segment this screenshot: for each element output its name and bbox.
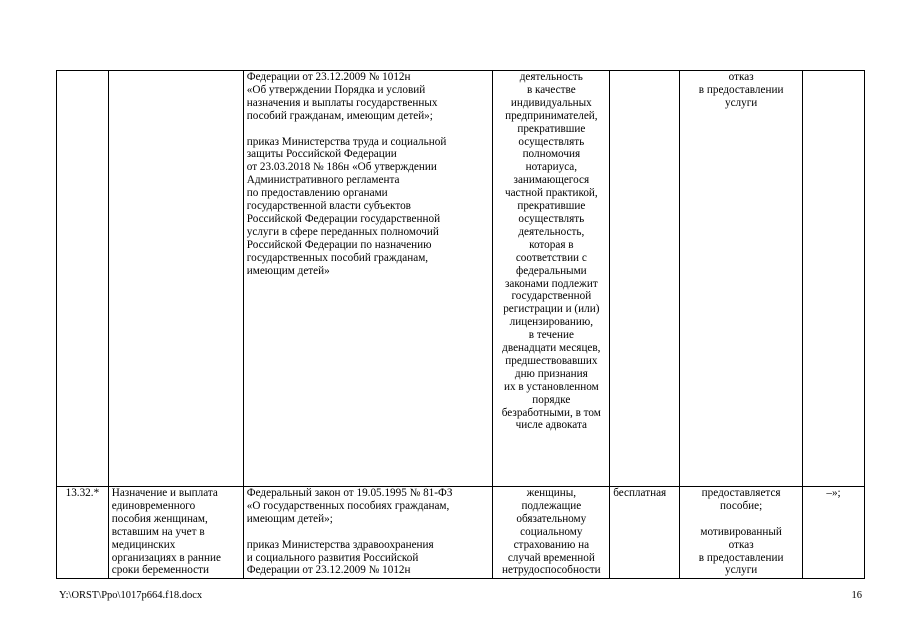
result-cell	[680, 71, 803, 487]
cell-text-line	[247, 526, 490, 539]
cell-text-line: имеющим детей»	[246, 264, 330, 277]
cell-text-line: прекратившие	[517, 122, 586, 135]
cell-text-line: защиты Российской Федерации	[246, 148, 397, 161]
cell-text-line: полномочия	[522, 148, 581, 161]
cell-text-line: и социального развития Российской	[246, 551, 419, 564]
table-row	[57, 71, 865, 487]
cell-text-line: в течение	[528, 329, 574, 342]
cell-text-line: осуществлять	[518, 212, 585, 225]
fee-cell	[610, 71, 680, 487]
footer-page-number: 16	[851, 590, 862, 601]
cell-text-line: отказ	[728, 538, 754, 551]
cell-text-line: государственной	[511, 290, 592, 303]
recipients-cell	[493, 71, 610, 487]
table-row	[57, 487, 865, 579]
cell-text-line: приказ Министерства труда и социальной	[246, 135, 447, 148]
cell-text-line: соответствии с	[515, 251, 587, 264]
cell-text-line: предоставляется	[701, 487, 781, 499]
service-name-cell	[108, 71, 243, 487]
cell-text-line: обязательному	[516, 512, 587, 525]
cell-text-line: женщины,	[526, 487, 577, 499]
cell-text-line: организациях в ранние	[111, 551, 221, 564]
cell-text-line: «Об утверждении Порядка и условий	[246, 83, 426, 96]
cell-text-line	[247, 123, 490, 136]
footer-file-path: Y:\ORST\Ppo\1017p664.f18.docx	[59, 590, 203, 601]
cell-text-line: «О государственных пособиях гражданам,	[246, 499, 450, 512]
cell-text-line: сроки беременности	[111, 564, 209, 577]
legal-acts-cell	[243, 71, 493, 487]
cell-text-line: нетрудоспособности	[502, 564, 601, 577]
cell-text-line: случай временной	[507, 551, 595, 564]
cell-text-line: занимающегося	[513, 174, 590, 187]
cell-text-line: регистрации и (или)	[503, 303, 600, 316]
service-name-cell	[108, 487, 243, 579]
cell-text-line: пособий гражданам, имеющим детей»;	[246, 109, 433, 122]
services-table	[56, 70, 865, 579]
cell-text-line: осуществлять	[518, 135, 585, 148]
cell-text-line: государственных пособий гражданам,	[246, 251, 429, 264]
cell-text-line: услуги	[724, 564, 758, 577]
service-number-cell	[57, 71, 109, 487]
cell-text-line: которая в	[529, 238, 574, 251]
end-mark-cell	[803, 71, 865, 487]
cell-text-line: от 23.03.2018 № 186н «Об утверждении	[246, 161, 437, 174]
cell-text-line: Российской Федерации по назначению	[246, 238, 432, 251]
cell-text-line: имеющим детей»;	[246, 512, 333, 525]
cell-text-line: по предоставлению органами	[246, 187, 388, 200]
cell-text-line: социальному	[520, 525, 583, 538]
cell-text-line: назначения и выплаты государственных	[246, 96, 438, 109]
cell-text-line: отказ	[728, 71, 754, 83]
cell-text-line: Российской Федерации государственной	[246, 212, 441, 225]
cell-text-line: пособие;	[720, 499, 763, 512]
end-mark-cell: –»;	[803, 487, 865, 579]
cell-text-line: индивидуальных	[510, 96, 592, 109]
cell-text-line	[683, 513, 799, 526]
cell-text-line: мотивированный	[700, 525, 782, 538]
cell-text-line: дню признания	[514, 367, 588, 380]
cell-text-line: двенадцати месяцев,	[502, 342, 601, 355]
cell-text-line: государственной власти субъектов	[246, 200, 411, 213]
cell-text-line: предпринимателей,	[505, 109, 598, 122]
cell-text-line: пособия женщинам,	[111, 512, 208, 525]
cell-text-line: Административного регламента	[246, 174, 400, 187]
cell-text-line: деятельность	[519, 71, 583, 83]
cell-text-line: безработными, в том	[501, 406, 601, 419]
cell-text-line: страхованию на	[513, 538, 590, 551]
cell-text-line: нотариуса,	[525, 161, 578, 174]
cell-text-line: порядке	[532, 393, 571, 406]
result-cell	[680, 487, 803, 579]
cell-text-line: подлежащие	[521, 499, 582, 512]
cell-text-line: частной практикой,	[504, 187, 598, 200]
cell-text-line: Назначение и выплата	[111, 487, 218, 499]
cell-text-line: услуги в сфере переданных полномочий	[246, 225, 439, 238]
cell-text-line: их в установленном	[503, 380, 599, 393]
cell-text-line: Федеральный закон от 19.05.1995 № 81-ФЗ	[246, 487, 453, 499]
cell-text-line: вставшим на учет в	[111, 525, 205, 538]
fee-cell: бесплатная	[610, 487, 680, 579]
cell-text-line: федеральными	[516, 264, 587, 277]
cell-text-line: услуги	[724, 96, 758, 109]
cell-text-line: приказ Министерства здравоохранения	[246, 538, 434, 551]
recipients-cell	[493, 487, 610, 579]
cell-text-line: законами подлежит	[504, 277, 598, 290]
cell-text-line: числе адвоката	[515, 419, 587, 432]
cell-text-line: в качестве	[526, 83, 576, 96]
cell-text-line: единовременного	[111, 499, 196, 512]
cell-text-line: лицензированию,	[509, 316, 593, 329]
cell-text-line: в предоставлении	[698, 551, 784, 564]
cell-text-line: в предоставлении	[698, 83, 784, 96]
legal-acts-cell	[243, 487, 493, 579]
cell-text-line: деятельность,	[518, 225, 585, 238]
cell-text-line: прекратившие	[517, 200, 586, 213]
service-number-cell: 13.32.*	[57, 487, 109, 579]
cell-text-line: Федерации от 23.12.2009 № 1012н	[246, 71, 411, 83]
cell-text-line: медицинских	[111, 538, 176, 551]
services-table-body	[57, 71, 865, 579]
cell-text-line: Федерации от 23.12.2009 № 1012н	[246, 564, 411, 577]
cell-text-line: предшествовавших	[505, 354, 598, 367]
